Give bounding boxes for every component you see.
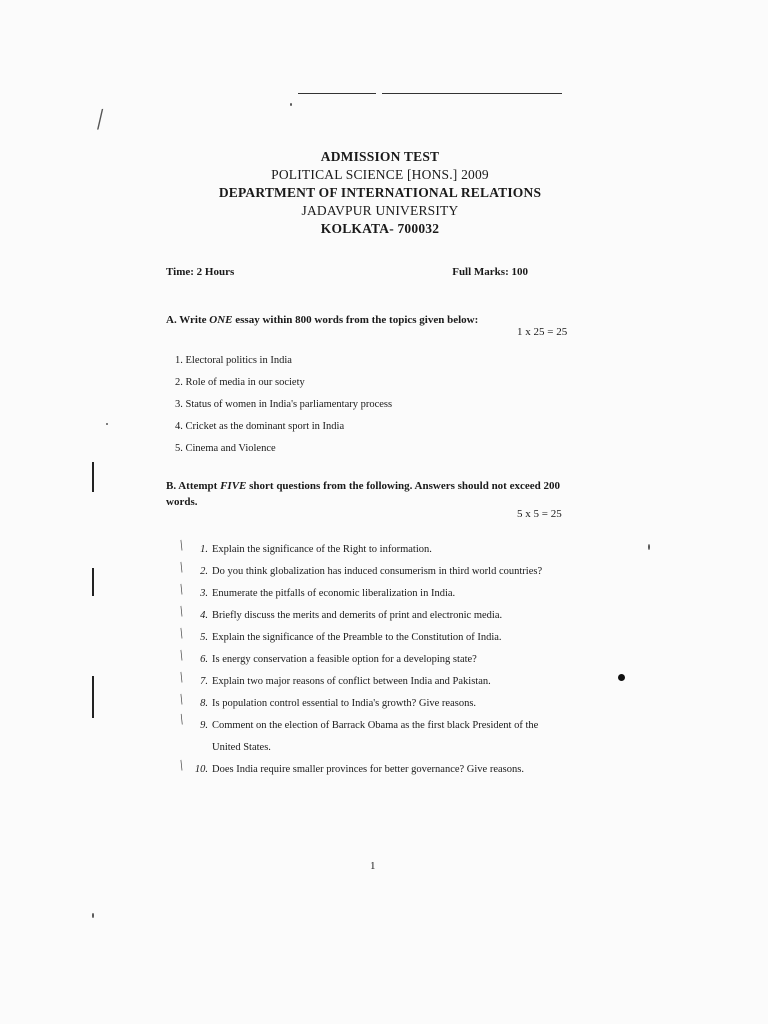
list-item: 5. Cinema and Violence: [175, 443, 276, 454]
pen-tick-icon: /: [176, 647, 188, 665]
list-item: / 6. Is energy conservation a feasible option for a developing state?: [176, 647, 477, 665]
university-line: JADAVPUR UNIVERSITY: [301, 203, 459, 218]
list-item: / 10. Does India require smaller provinces for better governance? Give reasons.: [176, 757, 524, 775]
list-item: / 8. Is population control essential to India's growth? Give reasons.: [176, 691, 477, 709]
list-item: / 3. Enumerate the pitfalls of economic liberalization in India.: [176, 581, 456, 599]
list-item: / 2. Do you think globalization has induced consumerism in third world countries?: [176, 559, 543, 577]
exam-header: [200, 148, 560, 238]
pen-tick-icon: /: [176, 757, 188, 775]
list-item: 4. Cricket as the dominant sport in India: [175, 421, 345, 432]
city-line: KOLKATA- 700032: [320, 221, 440, 236]
subject-line: POLITICAL SCIENCE [HONS.] 2009: [271, 167, 489, 182]
time-label: Time: 2 Hours: [166, 266, 235, 278]
scan-speck: [106, 423, 108, 425]
page-number: 1: [370, 860, 376, 872]
topic-list: [175, 355, 392, 465]
pen-tick-icon: /: [176, 537, 188, 555]
pen-tick-icon: /: [176, 711, 188, 729]
list-item: 2. Role of media in our society: [175, 377, 305, 388]
scan-speck: [648, 544, 650, 550]
question-list: [176, 537, 588, 786]
list-item: / 7. Explain two major reasons of conflict between India and Pakistan.: [176, 669, 491, 687]
scan-rule-right: [382, 93, 562, 94]
list-item: / 4. Briefly discuss the merits and demerits of print and electronic media.: [176, 603, 503, 621]
list-item: / 9. Comment on the election of Barrack Obama as the first black President of the United States.: [188, 715, 588, 759]
pen-mark-icon: /: [94, 102, 106, 137]
pen-tick-icon: /: [176, 691, 188, 709]
pen-tick-icon: /: [176, 669, 188, 687]
section-a-marks: 1 x 25 = 25: [517, 326, 568, 338]
pen-tick-icon: /: [176, 603, 188, 621]
scan-edge-mark: [92, 676, 94, 718]
department-line: DEPARTMENT OF INTERNATIONAL RELATIONS: [218, 185, 542, 200]
scan-edge-mark: [92, 462, 94, 492]
list-item: / 5. Explain the significance of the Preamble to the Constitution of India.: [176, 625, 502, 643]
scan-speck: [618, 674, 625, 681]
pen-tick-icon: /: [176, 559, 188, 577]
list-item: 1. Electoral politics in India: [175, 355, 292, 366]
section-b-marks: 5 x 5 = 25: [517, 508, 562, 520]
list-item: / 1. Explain the significance of the Right to information.: [176, 537, 432, 555]
scan-rule-left: [298, 93, 376, 94]
scan-speck: [290, 103, 292, 106]
scan-speck: [92, 913, 94, 918]
meta-row: [166, 266, 528, 278]
exam-title: ADMISSION TEST: [320, 149, 440, 164]
list-item: 3. Status of women in India's parliamentary process: [175, 399, 393, 410]
scan-edge-mark: [92, 568, 94, 596]
full-marks-label: Full Marks: 100: [452, 266, 528, 278]
section-a-heading: A. Write ONE essay within 800 words from the topics given below:: [166, 314, 479, 326]
pen-tick-icon: /: [176, 581, 188, 599]
section-b-heading: B. Attempt FIVE short questions from the following. Answers should not exceed 200 words.: [166, 480, 560, 508]
pen-tick-icon: /: [176, 625, 188, 643]
